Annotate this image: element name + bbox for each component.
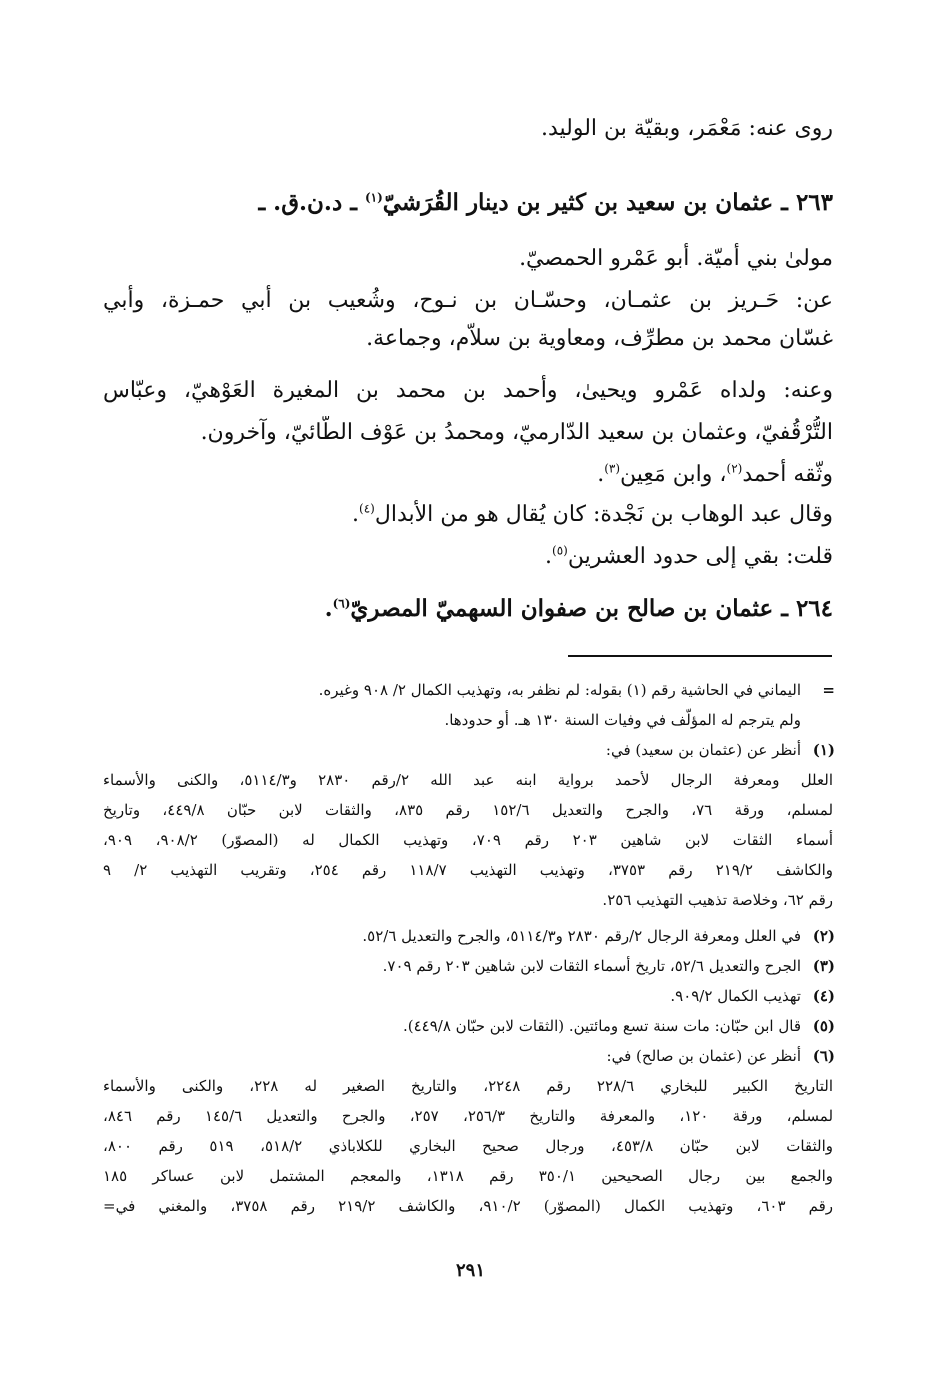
footnote-6-line-4: والثقات لابن حبّان ٤٥٣/٨، ورجال صحيح البخاري للكلاباذي ٥١٨/٢، ٥١٩ رقم ٨٠٠، — [103, 1137, 833, 1155]
footnote-6-line-5: والجمع بين رجال الصحيحين ٣٥٠/١ رقم ١٣١٨، والمعجم المشتمل لابن عساكر ١٨٥ — [103, 1167, 833, 1185]
qala-text: وقال عبد الوهاب بن نَجْدة: كان يُقال هو من الأبدال — [374, 502, 833, 527]
footnote-2-line: في العلل ومعرفة الرجال ٢/رقم ٢٨٣٠ و٥١١٤/٣، والجرح والتعديل ٥٢/٦. — [362, 927, 801, 945]
footnote-1-line-5: والكاشف ٢١٩/٢ رقم ٣٧٥٣، وتهذيب التهذيب ١١٨/٧ رقم ٢٥٤، وتقريب التهذيب ٢/ ٩ — [103, 861, 833, 879]
footnote-3-line: الجرح والتعديل ٥٢/٦، تاريخ أسماء الثقات لابن شاهين ٢٠٣ رقم ٧٠٩. — [382, 957, 801, 975]
footnote-ref-4[interactable]: (٤) — [359, 501, 375, 516]
tawthiq-mid: ، وابن مَعِين — [620, 462, 727, 487]
footnote-1-line-2: العلل ومعرفة الرجال لأحمد برواية ابنه عبد الله ٢/رقم ٢٨٣٠ و٥١١٤/٣، والكنى والأسماء — [103, 771, 833, 789]
footnote-ref-3[interactable]: (٣) — [604, 461, 621, 476]
footnote-6-number: (٦) — [812, 1047, 835, 1065]
footnote-3-number: (٣) — [812, 957, 835, 975]
footnote-1-number: (١) — [812, 741, 835, 759]
footnote-5-number: (٥) — [812, 1017, 835, 1035]
footnote-ref-1[interactable]: (١) — [364, 190, 383, 205]
qala-end: . — [352, 502, 360, 527]
students-line-2: التُّرْقُفيّ، وعثمان بن سعيد الدّارميّ، ومحمدُ بن عَوْف الطّائيّ، وآخرون. — [200, 420, 833, 445]
entry-263-symbols: ـ د.ن.ق. ـ — [258, 189, 365, 216]
students-line-1: وعنه: ولداه عَمْرو ويحيىٰ، وأحمد بن محمد بن المغيرة العَوْهيّ، وعبّاس — [103, 378, 833, 403]
footnote-1-line-6: رقم ٦٢، وخلاصة تذهيب التهذيب ٢٥٦. — [602, 891, 833, 909]
qultu-end: . — [545, 544, 552, 569]
footnote-6-line-3: لمسلم، ورقة ١٢٠، والمعرفة والتاريخ ٢٥٦/٣، ٢٥٧، والجرح والتعديل ١٤٥/٦ رقم ٨٤٦، — [103, 1107, 833, 1125]
footnote-4-line: تهذيب الكمال ٩٠٩/٢. — [670, 987, 801, 1005]
footnote-6-line-6: رقم ٦٠٣، وتهذيب الكمال (المصوّر) ٩١٠/٢، والكاشف ٢١٩/٢ رقم ٣٧٥٨، والمغني في= — [103, 1197, 833, 1215]
footnote-ref-2[interactable]: (٢) — [726, 461, 743, 476]
footnote-4-number: (٤) — [812, 987, 835, 1005]
footnote-ref-5[interactable]: (٥) — [552, 543, 568, 558]
footnote-6-line-1: أنظر عن (عثمان بن صالح) في: — [606, 1047, 801, 1065]
teachers-line-1: عن: حَـريز بن عثمـان، وحسّـان بن نـوح، وشُعيب بن أبي حمـزة، وأبي — [103, 288, 833, 313]
footnote-1-line-4: أسماء الثقات لابن شاهين ٢٠٣ رقم ٧٠٩، وتهذيب الكمال له (المصوّر) ٩٠٨/٢، ٩٠٩، — [103, 831, 833, 849]
footnote-1-line-3: لمسلم، ورقة ٧٦، والجرح والتعديل ١٥٢/٦ رقم ٨٣٥، والثقات لابن حبّان ٤٤٩/٨، وتاريخ — [103, 801, 833, 819]
footnote-cont-line-2: ولم يترجم له المؤلّف في وفيات السنة ١٣٠ هـ. أو حدودها. — [444, 711, 801, 729]
narrators-line: روى عنه: مَعْمَر، وبقيّة بن الوليد. — [540, 116, 833, 141]
entry-264-end: . — [324, 595, 333, 622]
footnote-ref-6[interactable]: (٦) — [332, 596, 351, 611]
footnote-cont-line-1: اليماني في الحاشية رقم (١) بقوله: لم نظفر به، وتهذيب الكمال ٢/ ٩٠٨ وغيره. — [318, 681, 801, 699]
qultu-text: قلت: بقي إلى حدود العشرين — [567, 544, 833, 569]
page-number: ٢٩١ — [455, 1260, 485, 1281]
teachers-line-2: غسّان محمد بن مطرِّف، ومعاوية بن سلاّم، وجماعة. — [366, 326, 833, 351]
mawla-line: مولىٰ بني أميّة. أبو عَمْرو الحمصيّ. — [519, 246, 833, 271]
entry-264-title: ٢٦٤ ـ عثمان بن صالح بن صفوان السهميّ المصريّ — [350, 595, 833, 622]
tawthiq-end: . — [597, 462, 605, 487]
continuation-marker: = — [822, 681, 835, 699]
footnote-6-line-2: التاريخ الكبير للبخاري ٢٢٨/٦ رقم ٢٢٤٨، والتاريخ الصغير له ٢٢٨، والكنى والأسماء — [103, 1077, 833, 1095]
tawthiq-text: وثّقه أحمد — [742, 462, 833, 487]
footnote-2-number: (٢) — [812, 927, 835, 945]
footnote-1-line-1: أنظر عن (عثمان بن سعيد) في: — [605, 741, 801, 759]
footnote-5-line: قال ابن حبّان: مات سنة تسع ومائتين. (الثقات لابن حبّان ٤٤٩/٨). — [402, 1017, 801, 1035]
entry-263-title: ٢٦٣ ـ عثمان بن سعيد بن كثير بن دينار القُرَشيّ — [382, 189, 833, 216]
